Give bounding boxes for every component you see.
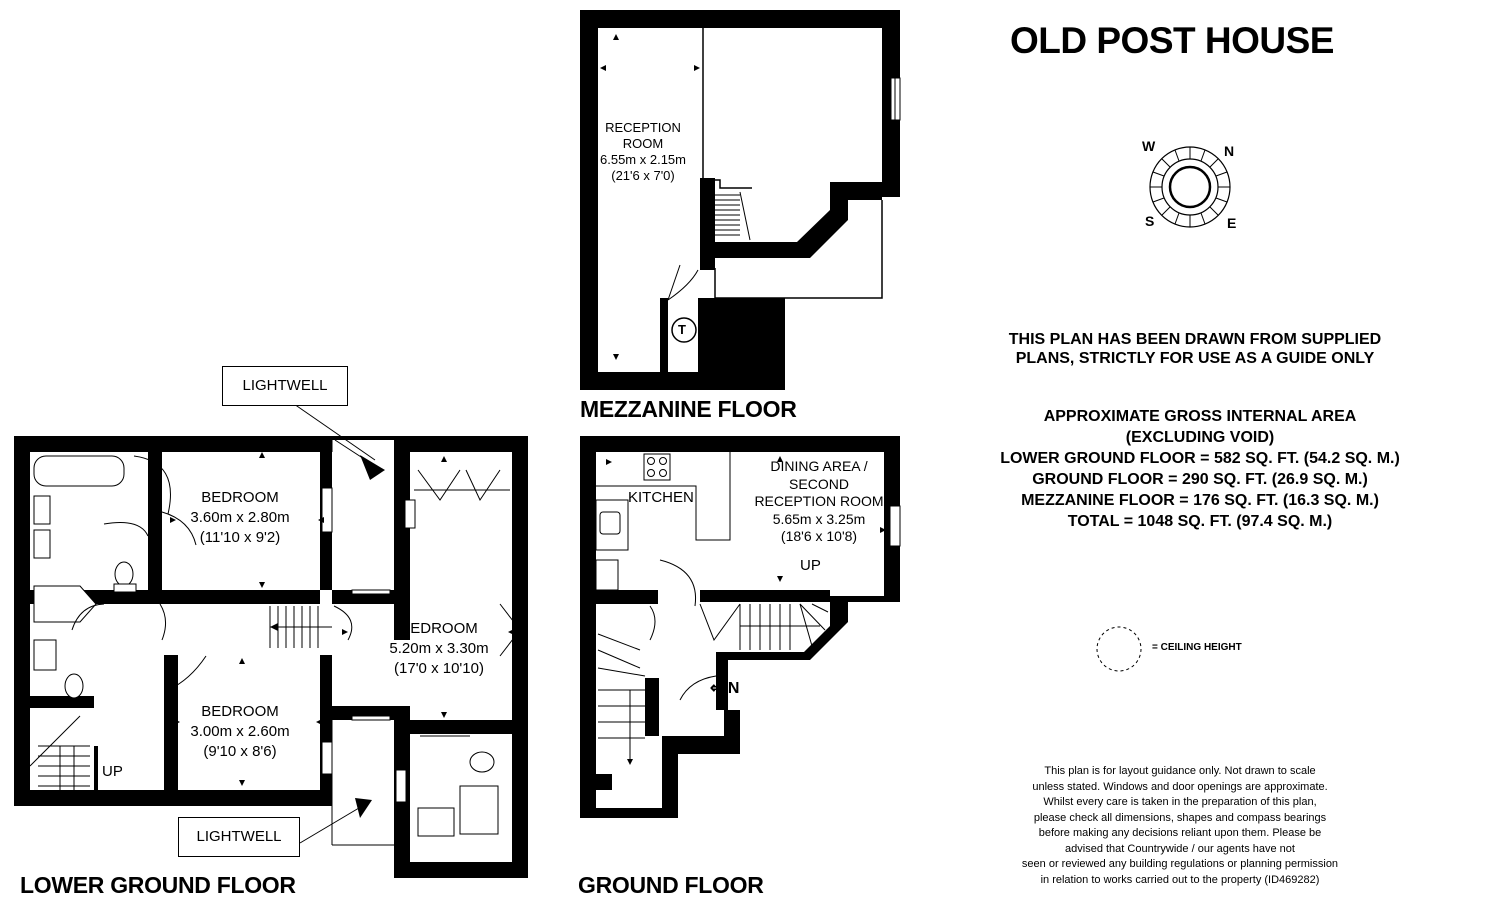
bath-icon (34, 456, 124, 486)
fine-print-line: This plan is for layout guidance only. Not drawn to scale (1044, 765, 1316, 777)
compass-west-label: W (1142, 138, 1156, 154)
bedroom-two (366, 619, 512, 679)
area-line: LOWER GROUND FLOOR = 582 SQ. FT. (54.2 SQ. M.) (1000, 450, 1400, 467)
room-dimensions-imperial: (9'10 x 8'6) (203, 743, 277, 760)
lightwell-label-top: LIGHTWELL (222, 366, 348, 406)
compass-south-label: S (1145, 213, 1155, 229)
ground-floor-label: GROUND FLOOR (578, 872, 764, 898)
room-name: BEDROOM (201, 489, 279, 506)
ceiling-height-legend-label: = CEILING HEIGHT (1152, 642, 1242, 653)
area-line: MEZZANINE FLOOR = 176 SQ. FT. (16.3 SQ. M.) (1021, 492, 1379, 509)
bedroom-three (172, 702, 308, 762)
room-name: DINING AREA / (770, 458, 868, 474)
area-line: GROUND FLOOR = 290 SQ. FT. (26.9 SQ. M.) (1032, 471, 1368, 488)
room-name: ROOM (622, 136, 664, 151)
plan-disclaimer (985, 330, 1405, 368)
fine-print-line: in relation to works carried out to the property (ID469282) (1040, 873, 1320, 886)
area-heading: APPROXIMATE GROSS INTERNAL AREA (1043, 408, 1357, 425)
fine-print-line: advised that Countrywide / our agents have not (1065, 842, 1295, 855)
ground-stairs-up-label: UP (800, 557, 821, 574)
room-name: BEDROOM (400, 620, 478, 637)
fine-print (975, 764, 1385, 888)
area-subheading: (EXCLUDING VOID) (1125, 429, 1275, 446)
area-line: TOTAL = 1048 SQ. FT. (97.4 SQ. M.) (1067, 513, 1333, 530)
fine-print-line: before making any decisions reliant upon them. Please be (1038, 827, 1322, 839)
entrance-marker (710, 679, 739, 699)
lower-ground-floor-label: LOWER GROUND FLOOR (20, 872, 296, 898)
dining-reception-room (744, 458, 894, 546)
room-dimensions-imperial: (21'6 x 7'0) (611, 168, 675, 183)
room-name: RECEPTION ROOM (754, 493, 884, 509)
compass-rose (1150, 147, 1230, 227)
room-name: BEDROOM (201, 703, 279, 720)
mezzanine-floor-plan (580, 10, 900, 390)
room-name: SECOND (789, 475, 849, 492)
disclaimer-line: PLANS, STRICTLY FOR USE AS A GUIDE ONLY (1015, 350, 1375, 367)
area-summary (970, 406, 1430, 532)
room-dimensions-metric: 5.65m x 3.25m (772, 510, 866, 527)
ceiling-height-legend-icon (1097, 627, 1141, 671)
compass-east-label: E (1227, 215, 1237, 231)
mezzanine-floor-label: MEZZANINE FLOOR (580, 396, 797, 422)
hob-icon (644, 454, 670, 480)
mezzanine-reception-room (588, 120, 698, 184)
compass-north-label: N (1224, 143, 1235, 159)
fine-print-line: Whilst every care is taken in the preparation of this plan, (1043, 796, 1317, 808)
water-tank-label: T (678, 322, 686, 337)
fine-print-line: seen or reviewed any building regulations or planning permission (1021, 858, 1339, 870)
bedroom-one (170, 488, 310, 548)
entrance-label: IN (723, 680, 740, 697)
room-dimensions-imperial: (11'10 x 9'2) (199, 529, 281, 546)
room-name: RECEPTION (605, 120, 681, 135)
room-dimensions-metric: 6.55m x 2.15m (600, 152, 686, 167)
room-dimensions-metric: 3.00m x 2.60m (190, 723, 290, 740)
room-dimensions-imperial: (17'0 x 10'10) (394, 660, 484, 677)
lightwell-label-bottom: LIGHTWELL (178, 817, 300, 857)
entrance-arrow-icon: ⇐ (710, 680, 724, 697)
room-dimensions-imperial: (18'6 x 10'8) (780, 528, 858, 544)
fine-print-line: unless stated. Windows and door openings are approximate. (1032, 780, 1328, 793)
room-dimensions-metric: 3.60m x 2.80m (190, 509, 290, 526)
room-dimensions-metric: 5.20m x 3.30m (389, 640, 489, 657)
mezzanine-chimney-breast (700, 178, 882, 258)
page-title: OLD POST HOUSE (1010, 20, 1334, 61)
mezzanine-wall-lower-right (882, 195, 900, 197)
kitchen-label: KITCHEN (628, 489, 694, 506)
disclaimer-line: THIS PLAN HAS BEEN DRAWN FROM SUPPLIED (1008, 331, 1382, 348)
stairs-up-label: UP (102, 763, 123, 780)
fine-print-line: please check all dimensions, shapes and compass bearings (1033, 811, 1327, 824)
